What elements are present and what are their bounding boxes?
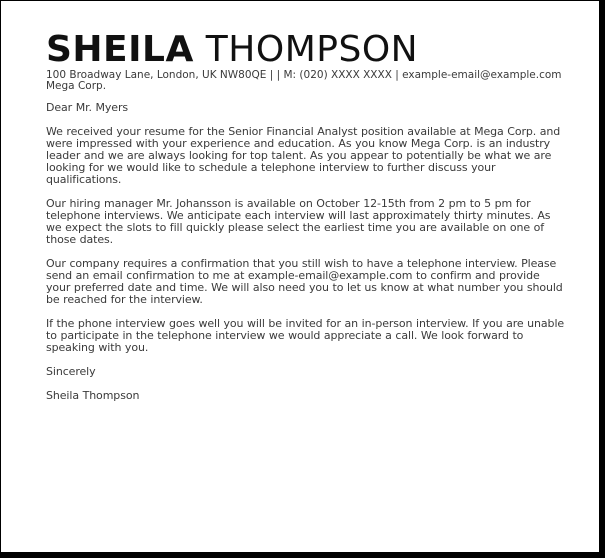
contact-line: 100 Broadway Lane, London, UK NW80QE | | M: (020) XXXX XXXX | example-email@example.com [46,69,562,81]
paragraph-2: Our hiring manager Mr. Johansson is available on October 12-15th from 2 pm to 5 pm for telephone interviews. We anticipate each interview will last approximately thirty minutes. As we expect the slots to fill quickly please select the earliest time you are available on one of those dates. [46,197,551,246]
signature-name: Sheila Thompson [46,389,140,402]
paragraph-4: If the phone interview goes well you will be invited for an in-person interview. If you are unable to participate in the telephone interview we would appreciate a call. We look forward to speaking with you. [46,317,565,354]
letter-page [1,1,599,552]
sender-last-name: THOMPSON [205,29,419,70]
sender-first-name: SHEILA [46,29,194,70]
paragraph-3: Our company requires a confirmation that you still wish to have a telephone interview. Please send an email confirmation to me at example-email@example.com to confirm and provide your preferred date and time. We will also need you to let us know at what number you should be reached for the interview. [46,257,563,306]
letter-content [46,30,566,402]
letter-body [46,102,566,402]
salutation: Dear Mr. Myers [46,101,129,114]
paragraph-1: We received your resume for the Senior Financial Analyst position available at Mega Corp. and were impressed with your experience and education. As you know Mega Corp. is an industry leader and we are always looking for top talent. As you appear to potentially be what we are looking for we would like to schedule a telephone interview to further discuss your qualifications. [46,125,561,186]
company-line: Mega Corp. [46,80,107,92]
closing: Sincerely [46,365,96,378]
sender-name [46,30,566,70]
